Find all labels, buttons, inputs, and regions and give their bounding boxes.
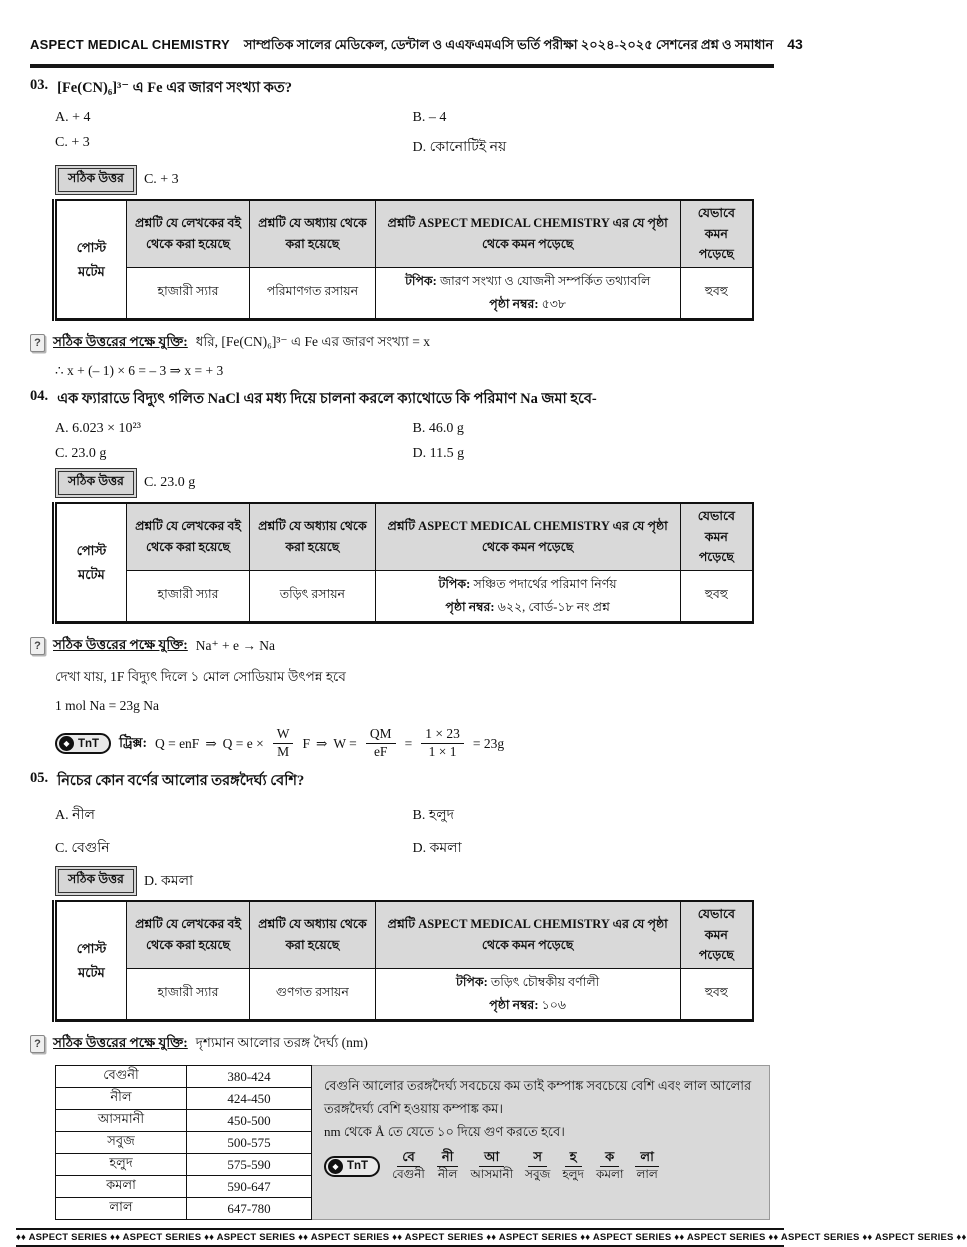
table-row: নীল 424-450 <box>56 1088 312 1110</box>
tnt-label: TnT <box>78 737 100 750</box>
page-value: ৬২২, বোর্ড-১৮ নং প্রশ্ন <box>497 600 610 615</box>
options-grid <box>55 803 770 860</box>
formula-part: = <box>404 735 413 751</box>
pm-header-match: যেভাবে কমন পড়েছে <box>680 503 753 570</box>
mnemonic-item: লা লাল <box>636 1149 658 1182</box>
explanation-line: দেখা যায়, 1F বিদ্যুৎ দিলে ১ মোল সোডিয়াম উৎপন্ন হবে <box>55 669 346 685</box>
postmortem-side-label: পোস্ট মটেম <box>55 200 127 320</box>
pm-header-match: যেভাবে কমন পড়েছে <box>680 901 753 968</box>
table-row: আসমানী 450-500 <box>56 1110 312 1132</box>
topic-label: টপিক: <box>405 273 437 288</box>
question-note-icon: ? <box>30 334 45 352</box>
pm-book-cell: হাজারী স্যার <box>126 267 249 319</box>
question-block-04 <box>30 388 770 624</box>
option-d: D. কমলা <box>412 841 462 856</box>
pm-topic-cell <box>375 968 680 1020</box>
question-block-05 <box>30 770 770 1022</box>
reason-line-04 <box>30 634 770 657</box>
option-d: D. 11.5 g <box>412 446 465 462</box>
mnemonic-item: আ আসমানী <box>470 1149 514 1182</box>
answer-line <box>55 869 770 893</box>
topic-value: সঞ্চিত পদার্থের পরিমাণ নির্ণয় <box>473 577 617 591</box>
pm-header-chapter: প্রশ্নটি যে অধ্যায় থেকে করা হয়েছে <box>250 503 375 570</box>
correct-answer-badge: সঠিক উত্তর <box>58 869 134 893</box>
answer-text: C. + 3 <box>143 172 179 187</box>
table-row: লাল 647-780 <box>56 1198 312 1220</box>
wavelength-note-box <box>312 1065 770 1220</box>
reason-line-03 <box>30 331 770 354</box>
tricks-label: ট্রিক্স: <box>119 735 147 751</box>
option-c: C. বেগুনি <box>55 841 110 856</box>
question-note-icon: ? <box>30 1035 45 1053</box>
mnemonic-item: বে বেগুনী <box>392 1149 425 1182</box>
table-row <box>55 571 754 623</box>
pm-header-book: প্রশ্নটি যে লেখকের বই থেকে করা হয়েছে <box>126 901 249 968</box>
pm-header-book: প্রশ্নটি যে লেখকের বই থেকে করা হয়েছে <box>126 200 249 267</box>
question-line <box>30 388 770 412</box>
postmortem-table <box>52 199 754 321</box>
correct-answer-badge: সঠিক উত্তর <box>58 168 134 192</box>
fraction: $\frac{1 \times 23}{1 \times 1}$ <box>421 726 464 761</box>
question-text: এক ফ্যারাডে বিদ্যুৎ গলিত NaCl এর মধ্য দিয়ে চালনা করলে ক্যাথোডে কি পরিমাণ Na জমা হবে- <box>57 391 597 408</box>
pm-match-cell: হুবহু <box>680 968 753 1020</box>
pm-header-pagecommon: প্রশ্নটি ASPECT MEDICAL CHEMISTRY এর যে পৃষ্ঠা থেকে কমন পড়েছে <box>375 901 680 968</box>
options-grid <box>55 110 770 159</box>
derivation-line-03: ∴ x + (– 1) × 6 = – 3 ⇒ x = + 3 <box>55 363 224 379</box>
answer-text: D. কমলা <box>143 874 194 889</box>
question-number: 04. <box>30 388 49 405</box>
reason-label: সঠিক উত্তরের পক্ষে যুক্তি: <box>53 1035 188 1051</box>
pm-book-cell: হাজারী স্যার <box>126 968 249 1020</box>
question-number: 03. <box>30 77 49 93</box>
reason-label: সঠিক উত্তরের পক্ষে যুক্তি: <box>53 334 188 350</box>
option-b: B. হলুদ <box>412 808 454 823</box>
mnemonic-item: নী নীল <box>437 1149 458 1182</box>
postmortem-side-label: পোস্ট মটেম <box>55 901 127 1021</box>
topic-value: জারণ সংখ্যা ও যোজনী সম্পর্কিত তথ্যাবলি <box>439 273 651 288</box>
fraction: $\frac{QM}{eF}$ <box>366 726 396 761</box>
table-row: সবুজ 500-575 <box>56 1132 312 1154</box>
formula-part: Q = enF <box>154 735 200 751</box>
pm-topic-cell <box>375 571 680 623</box>
pm-header-match: যেভাবে কমন পড়েছে <box>680 200 753 267</box>
tnt-trick-line <box>55 726 770 761</box>
table-row <box>55 968 754 1020</box>
tnt-diamond-icon: ◆ <box>59 736 74 751</box>
option-a: A. + 4 <box>55 110 91 125</box>
postmortem-table <box>52 502 754 624</box>
answer-line <box>55 471 770 495</box>
correct-answer-badge: সঠিক উত্তর <box>58 471 134 495</box>
reason-intro: Na⁺ + e → Na <box>195 637 276 653</box>
formula-part: F <box>302 735 310 751</box>
options-grid <box>55 421 770 462</box>
pm-header-chapter: প্রশ্নটি যে অধ্যায় থেকে করা হয়েছে <box>250 200 375 267</box>
question-text: [Fe(CN)₆]³⁻ এ Fe এর জারণ সংখ্যা কত? <box>57 80 293 96</box>
formula-part: W = <box>333 735 357 751</box>
brand-title: ASPECT MEDICAL CHEMISTRY <box>30 37 230 52</box>
color-mnemonic <box>392 1149 659 1182</box>
topic-label: টপিক: <box>456 974 488 989</box>
wavelength-table <box>55 1065 312 1220</box>
page-number: 43 <box>787 36 803 52</box>
pm-topic-cell <box>375 267 680 319</box>
tnt-badge <box>55 733 111 754</box>
trick-formula <box>155 726 504 761</box>
mnemonic-item: ক কমলা <box>595 1149 624 1182</box>
table-row: হলুদ 575-590 <box>56 1154 312 1176</box>
option-b: B. 46.0 g <box>412 421 464 437</box>
page-header <box>30 36 803 68</box>
note-text-1: বেগুনি আলোর তরঙ্গদৈর্ঘ্য সবচেয়ে কম তাই কম্পাঙ্ক সবচেয়ে বেশি এবং লাল আলোর তরঙ্গদৈর্ঘ্য বেশি হওয়ায় কম্পাঙ্ক কম। <box>324 1078 752 1116</box>
pm-match-cell: হুবহু <box>680 571 753 623</box>
tnt-diamond-icon: ◆ <box>328 1159 343 1174</box>
option-b: B. – 4 <box>412 110 447 125</box>
mnemonic-item: স সবুজ <box>525 1149 551 1182</box>
pm-header-book: প্রশ্নটি যে লেখকের বই থেকে করা হয়েছে <box>126 503 249 570</box>
page-value: ১০৬ <box>541 998 566 1012</box>
reason-intro: ধরি, [Fe(CN)₆]³⁻ এ Fe এর জারণ সংখ্যা = x <box>195 334 430 350</box>
pm-match-cell: হুবহু <box>680 267 753 319</box>
formula-part: Q = e × <box>222 735 264 751</box>
note-text-2: nm থেকে Å তে যেতে ১০ দিয়ে গুণ করতে হবে। <box>324 1123 565 1139</box>
question-number: 05. <box>30 770 49 786</box>
book-page <box>0 36 967 1244</box>
explanation-line: 1 mol Na = 23g Na <box>55 698 159 714</box>
page-label: পৃষ্ঠা নম্বর: <box>445 600 495 615</box>
postmortem-side-label: পোস্ট মটেম <box>55 503 127 623</box>
question-text: নিচের কোন বর্ণের আলোর তরঙ্গদৈর্ঘ্য বেশি? <box>57 773 305 789</box>
series-footer: ♦♦ ASPECT SERIES ♦♦ ASPECT SERIES ♦♦ ASPECT SERIES ♦♦ ASPECT SERIES ♦♦ ASPECT SERIES ♦♦ ASPECT SERIES ♦♦ ASPECT SERIES ♦♦ ASPECT SERIES ♦♦ ASPECT SERIES ♦♦ ASPECT SERIES ♦♦ <box>16 1228 784 1247</box>
wavelength-section <box>55 1065 770 1220</box>
reason-label: সঠিক উত্তরের পক্ষে যুক্তি: <box>53 637 188 653</box>
option-a: A. নীল <box>55 808 95 823</box>
option-c: C. 23.0 g <box>55 446 107 462</box>
topic-label: টপিক: <box>438 577 471 591</box>
answer-text: C. 23.0 g <box>143 475 196 491</box>
pm-chapter-cell: পরিমাণগত রসায়ন <box>250 267 375 319</box>
pm-header-chapter: প্রশ্নটি যে অধ্যায় থেকে করা হয়েছে <box>250 901 375 968</box>
table-row <box>55 267 754 319</box>
question-note-icon: ? <box>30 637 45 655</box>
tnt-label: TnT <box>347 1160 369 1173</box>
reason-line-05 <box>30 1032 770 1055</box>
question-line <box>30 77 770 101</box>
option-c: C. + 3 <box>55 135 90 150</box>
question-line <box>30 770 770 794</box>
pm-chapter-cell: গুণগত রসায়ন <box>250 968 375 1020</box>
pm-header-pagecommon: প্রশ্নটি ASPECT MEDICAL CHEMISTRY এর যে পৃষ্ঠা থেকে কমন পড়েছে <box>375 503 680 570</box>
pm-book-cell: হাজারী স্যার <box>126 571 249 623</box>
option-d: D. কোনোটিই নয় <box>412 140 507 155</box>
page-label: পৃষ্ঠা নম্বর: <box>489 998 539 1012</box>
arrow-glyph: ⇒ <box>205 735 217 751</box>
fraction: $\frac{W}{M}$ <box>273 726 294 761</box>
header-subtitle: সাম্প্রতিক সালের মেডিকেল, ডেন্টাল ও এএফএমএসি ভর্তি পরীক্ষা ২০২৪-২০২৫ সেশনের প্রশ্ন ও সমাধান <box>243 37 774 52</box>
table-row: কমলা 590-647 <box>56 1176 312 1198</box>
topic-value: তড়িৎ চৌম্বকীয় বর্ণালী <box>490 974 600 989</box>
question-block-03 <box>30 77 770 321</box>
arrow-glyph: ⇒ <box>316 735 328 751</box>
table-row: বেগুনী 380-424 <box>56 1066 312 1088</box>
reason-intro: দৃশ্যমান আলোর তরঙ্গ দৈর্ঘ্য (nm) <box>195 1035 368 1051</box>
formula-part: = 23g <box>472 735 505 751</box>
pm-chapter-cell: তড়িৎ রসায়ন <box>250 571 375 623</box>
answer-line <box>55 168 770 192</box>
page-value: ৫৩৮ <box>541 297 567 311</box>
postmortem-table <box>52 900 754 1022</box>
tnt-badge <box>324 1156 380 1177</box>
page-label: পৃষ্ঠা নম্বর: <box>489 297 539 311</box>
mnemonic-row <box>324 1149 757 1182</box>
mnemonic-item: হ হলুদ <box>562 1149 584 1182</box>
pm-header-pagecommon: প্রশ্নটি ASPECT MEDICAL CHEMISTRY এর যে পৃষ্ঠা থেকে কমন পড়েছে <box>375 200 680 267</box>
option-a: A. 6.023 × 10²³ <box>55 421 141 437</box>
